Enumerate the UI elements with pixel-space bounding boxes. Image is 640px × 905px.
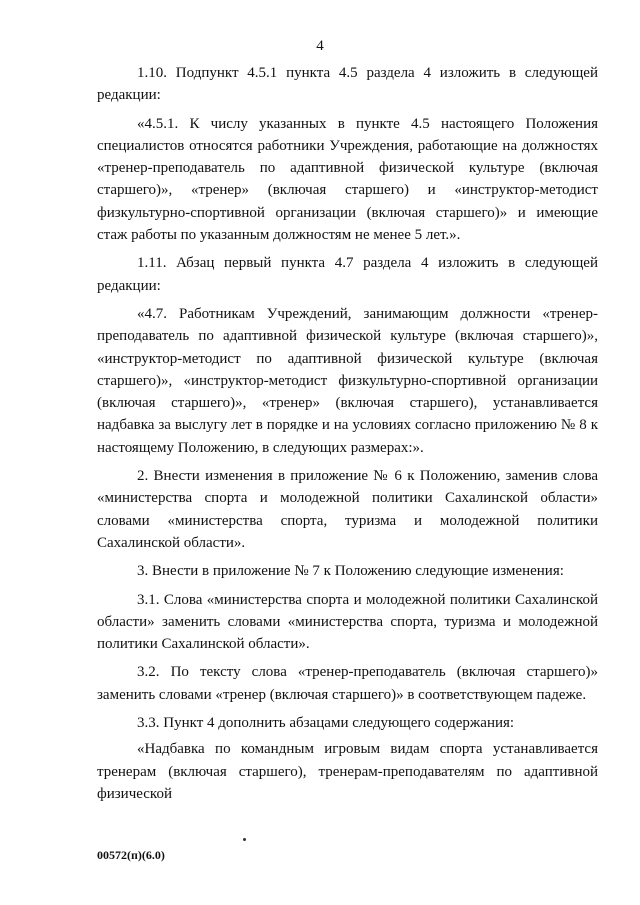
paragraph-3: 3. Внести в приложение № 7 к Положению следующие изменения: bbox=[137, 563, 564, 580]
paragraph-3-1: 3.1. Слова «министерства спорта и молодежной политики Сахалинской области» заменить словами «министерства спорта, туризма и молодежной политики Сахалинской области». bbox=[97, 591, 598, 653]
paragraph-3-3: 3.3. Пункт 4 дополнить абзацами следующего содержания: bbox=[137, 715, 515, 732]
paragraph-2: 2. Внести изменения в приложение № 6 к Положению, заменив слова «министерства спорта и молодежной политики Сахалинской области» словами «министерства спорта, туризма и молодежной политики Сахалинской области». bbox=[97, 468, 598, 551]
document-body bbox=[97, 62, 598, 811]
paragraph-4-7-quote: «4.7. Работникам Учреждений, занимающим должности «тренер-преподаватель по адаптивной физической культуре (включая старшего)», «инструктор-методист по адаптивной физической культуре (включая старшего)», «инструктор-методист физкультурно-спортивной организации (включая старшего)», «тренер» (включая старшего), устанавливается надбавка за выслугу лет в порядке и на условиях согласно приложению № 8 к настоящему Положению, в следующих размерах:». bbox=[97, 305, 598, 456]
page-number: 4 bbox=[316, 38, 324, 54]
paragraph-4-5-1-quote: «4.5.1. К числу указанных в пункте 4.5 настоящего Положения специалистов относятся работники Учреждения, работающие на должностях «тренер-преподаватель по адаптивной физической культуре (включая старшего)», «тренер» (включая старшего) и «инструктор-методист физкультурно-спортивной организации (включая старшего)» и имеющие стаж работы по указанным должностям не менее 5 лет.». bbox=[97, 115, 598, 244]
document-code: 00572(п)(6.0) bbox=[97, 848, 165, 862]
paragraph-1-11: 1.11. Абзац первый пункта 4.7 раздела 4 изложить в следующей редакции: bbox=[97, 255, 598, 294]
scan-dot-mark bbox=[243, 838, 246, 841]
paragraph-3-2: 3.2. По тексту слова «тренер-преподаватель (включая старшего)» заменить словами «тренер (включая старшего)» в соответствующем падеже. bbox=[97, 664, 598, 703]
paragraph-1-10: 1.10. Подпункт 4.5.1 пункта 4.5 раздела 4 изложить в следующей редакции: bbox=[97, 65, 598, 104]
paragraph-bonus-quote: «Надбавка по командным игровым видам спорта устанавливается тренерам (включая старшего), тренерам-преподавателям по адаптивной физической bbox=[97, 741, 598, 802]
